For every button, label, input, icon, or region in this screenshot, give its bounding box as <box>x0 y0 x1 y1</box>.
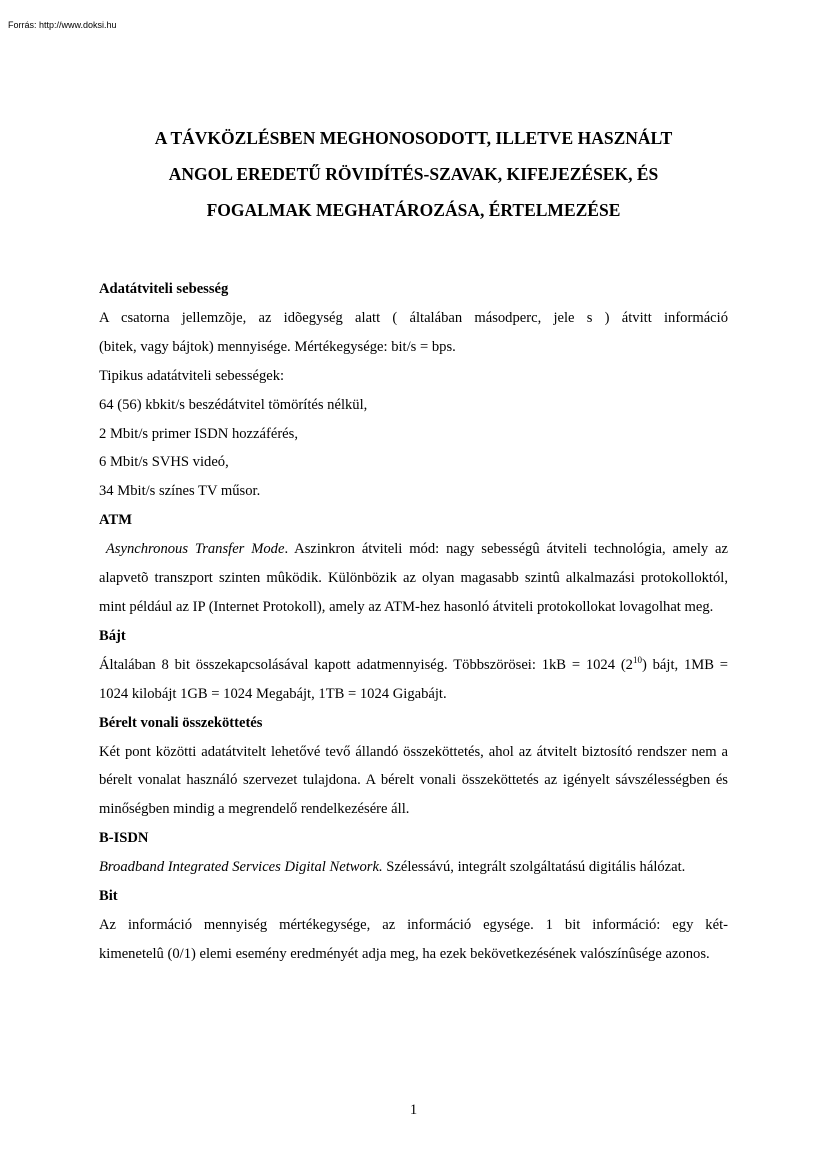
paragraph-line: Az információ mennyiség mértékegysége, az információ egysége. 1 bit információ: egy két- <box>99 916 728 933</box>
title-line-1: A TÁVKÖZLÉSBEN MEGHONOSODOTT, ILLETVE HASZNÁLT <box>154 128 673 148</box>
definition-text: Általában 8 bit összekapcsolásával kapott adatmennyiség. Többszörösei: 1kB = 1024 (2 <box>99 656 633 673</box>
document-title <box>99 120 728 228</box>
exponent: 10 <box>632 654 642 665</box>
section-b-isdn <box>99 824 728 882</box>
section-paragraph <box>99 853 728 882</box>
section-heading: Bit <box>99 888 118 905</box>
definition-text: Szélessávú, integrált szolgáltatású digitális hálózat. <box>382 859 686 876</box>
section-heading: Adatátviteli sebesség <box>99 281 229 297</box>
title-line-3: FOGALMAK MEGHATÁROZÁSA, ÉRTELMEZÉSE <box>206 200 621 220</box>
section-adatatviteli-sebesseg <box>99 275 728 506</box>
section-heading: B-ISDN <box>99 830 149 847</box>
definition-text: . Aszinkron átviteli mód: nagy sebességû átviteli technológia, amely az alapvetõ transzport szinten mûködik. Különbözik az olyan magasabb szintû alkalmazási protokolloktól, mint például az IP (Internet Protokoll), amely az ATM-hez hasonló átviteli protokollokat lovagolhat meg. <box>99 541 728 615</box>
section-berelt-vonal <box>99 709 728 825</box>
section-paragraph: kimenetelû (0/1) elemi esemény eredményét adja meg, ha ezek bekövetkezésének valószínûsége azonos. <box>99 945 710 962</box>
section-paragraph <box>99 535 728 622</box>
list-item: 2 Mbit/s primer ISDN hozzáférés, <box>99 425 298 442</box>
paragraph-line: A csatorna jellemzõje, az idõegység alatt ( általában másodperc, jele s ) átvitt információ <box>99 309 728 326</box>
section-heading: Bájt <box>99 627 126 644</box>
list-item: 34 Mbit/s színes TV műsor. <box>99 483 261 500</box>
section-paragraph <box>99 651 728 709</box>
section-bajt <box>99 622 728 709</box>
title-line-2: ANGOL EREDETŰ RÖVIDÍTÉS-SZAVAK, KIFEJEZÉSEK, ÉS <box>168 164 659 184</box>
page-number: 1 <box>409 1102 418 1118</box>
definition-text: ) bájt, 1MB = 1024 kilobájt 1GB = 1024 Megabájt, 1TB = 1024 Gigabájt. <box>99 656 728 702</box>
list-item: 64 (56) kbkit/s beszédátvitel tömörítés nélkül, <box>99 396 368 413</box>
section-heading: Bérelt vonali összeköttetés <box>99 714 263 731</box>
document-body <box>99 275 728 969</box>
term: Broadband Integrated Services Digital Network. <box>99 859 383 876</box>
term: Asynchronous Transfer Mode <box>105 541 285 558</box>
source-note: Forrás: http://www.doksi.hu <box>8 20 117 30</box>
section-bit <box>99 882 728 969</box>
section-atm <box>99 506 728 622</box>
paragraph-line: Tipikus adatátviteli sebességek: <box>99 367 285 384</box>
paragraph-line: (bitek, vagy bájtok) mennyisége. Mértékegysége: bit/s = bps. <box>99 338 456 355</box>
section-heading: ATM <box>99 512 132 529</box>
section-paragraph: Két pont közötti adatátvitelt lehetővé tevő állandó összeköttetés, ahol az átvitelt biztosító rendszer nem a bérelt vonalat használó szervezet tulajdona. A bérelt vonali összeköttetés az igényelt sávszélességben és minőségben mindig a megrendelő rendelkezésére áll. <box>99 743 728 818</box>
list-item: 6 Mbit/s SVHS videó, <box>99 454 229 471</box>
